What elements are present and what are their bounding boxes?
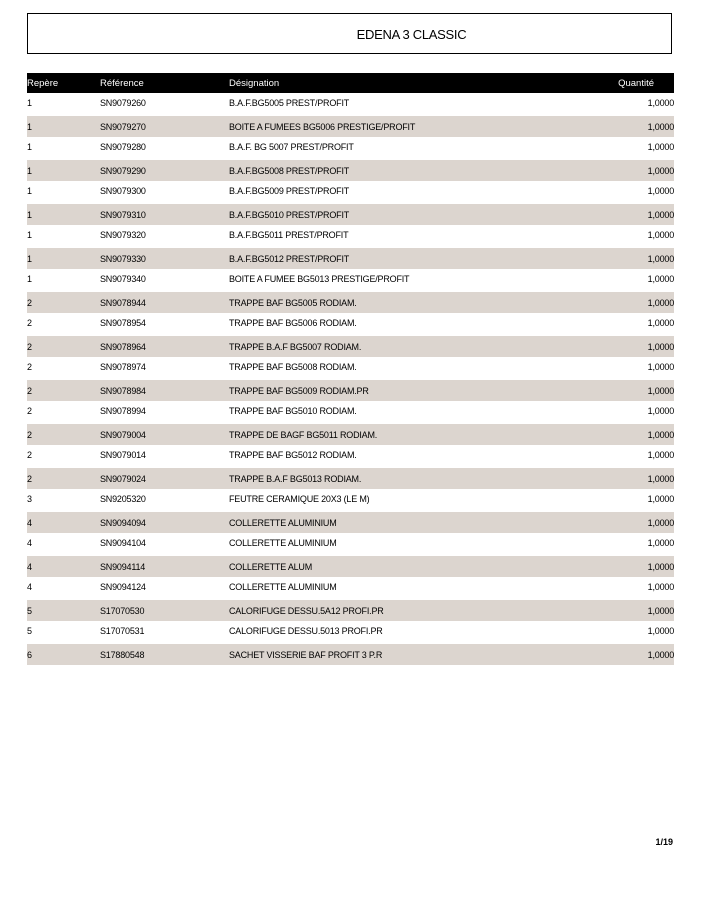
cell-reference: S17070531	[100, 626, 145, 636]
cell-repere: 4	[27, 582, 32, 592]
cell-quantite: 1,0000	[647, 386, 674, 396]
cell-designation: B.A.F.BG5012 PREST/PROFIT	[229, 254, 350, 264]
cell-repere: 2	[27, 298, 32, 308]
cell-reference: SN9079024	[100, 474, 146, 484]
cell-designation: COLLERETTE ALUMINIUM	[229, 582, 337, 592]
cell-repere: 1	[27, 210, 32, 220]
cell-repere: 2	[27, 362, 32, 372]
cell-repere: 2	[27, 430, 32, 440]
header-reference: Référence	[100, 78, 144, 89]
cell-designation: B.A.F. BG 5007 PREST/PROFIT	[229, 142, 354, 152]
cell-reference: SN9079260	[100, 98, 146, 108]
cell-reference: SN9079320	[100, 230, 146, 240]
cell-quantite: 1,0000	[647, 98, 674, 108]
cell-quantite: 1,0000	[647, 122, 674, 132]
cell-reference: S17880548	[100, 650, 145, 660]
cell-reference: SN9078954	[100, 318, 146, 328]
cell-designation: TRAPPE BAF BG5009 RODIAM.PR	[229, 386, 369, 396]
cell-quantite: 1,0000	[647, 362, 674, 372]
cell-quantite: 1,0000	[647, 318, 674, 328]
cell-quantite: 1,0000	[647, 142, 674, 152]
table-row	[27, 116, 674, 137]
cell-designation: TRAPPE BAF BG5010 RODIAM.	[229, 406, 357, 416]
cell-designation: COLLERETTE ALUMINIUM	[229, 518, 337, 528]
cell-designation: B.A.F.BG5009 PREST/PROFIT	[229, 186, 350, 196]
cell-quantite: 1,0000	[647, 474, 674, 484]
cell-quantite: 1,0000	[647, 342, 674, 352]
cell-quantite: 1,0000	[647, 210, 674, 220]
table-row	[27, 468, 674, 489]
table-row	[27, 269, 674, 292]
cell-designation: BOITE A FUMEES BG5006 PRESTIGE/PROFIT	[229, 122, 416, 132]
table-row	[27, 380, 674, 401]
table-row	[27, 556, 674, 577]
cell-repere: 4	[27, 562, 32, 572]
cell-reference: SN9079290	[100, 166, 146, 176]
cell-reference: S17070530	[100, 606, 145, 616]
table-row	[27, 313, 674, 336]
cell-quantite: 1,0000	[647, 518, 674, 528]
cell-reference: SN9079340	[100, 274, 146, 284]
cell-reference: SN9078994	[100, 406, 146, 416]
cell-designation: B.A.F.BG5011 PREST/PROFIT	[229, 230, 349, 240]
header-designation: Désignation	[229, 78, 280, 89]
parts-table	[27, 73, 674, 665]
cell-repere: 1	[27, 166, 32, 176]
cell-quantite: 1,0000	[647, 166, 674, 176]
cell-designation: CALORIFUGE DESSU.5013 PROFI.PR	[229, 626, 383, 636]
cell-quantite: 1,0000	[647, 298, 674, 308]
document-title: EDENA 3 CLASSIC	[356, 27, 467, 42]
header-quantite: Quantité	[618, 78, 654, 89]
cell-reference: SN9079014	[100, 450, 146, 460]
cell-designation: BOITE A FUMEE BG5013 PRESTIGE/PROFIT	[229, 274, 410, 284]
cell-reference: SN9094094	[100, 518, 146, 528]
document-title-box	[27, 13, 672, 54]
table-row	[27, 357, 674, 380]
cell-repere: 1	[27, 274, 32, 284]
cell-designation: B.A.F.BG5008 PREST/PROFIT	[229, 166, 350, 176]
cell-repere: 2	[27, 342, 32, 352]
cell-designation: TRAPPE DE BAGF BG5011 RODIAM.	[229, 430, 378, 440]
cell-reference: SN9094114	[100, 562, 146, 572]
table-header	[27, 73, 674, 93]
cell-quantite: 1,0000	[647, 562, 674, 572]
page-number: 1/19	[655, 837, 673, 847]
cell-designation: TRAPPE BAF BG5012 RODIAM.	[229, 450, 357, 460]
cell-designation: TRAPPE BAF BG5005 RODIAM.	[229, 298, 357, 308]
cell-quantite: 1,0000	[647, 230, 674, 240]
cell-reference: SN9079310	[100, 210, 146, 220]
table-row	[27, 292, 674, 313]
cell-repere: 1	[27, 254, 32, 264]
table-row	[27, 644, 674, 665]
cell-reference: SN9079300	[100, 186, 146, 196]
cell-reference: SN9079270	[100, 122, 146, 132]
cell-reference: SN9078964	[100, 342, 146, 352]
cell-repere: 1	[27, 142, 32, 152]
cell-quantite: 1,0000	[647, 582, 674, 592]
cell-designation: SACHET VISSERIE BAF PROFIT 3 P.R	[229, 650, 383, 660]
cell-repere: 2	[27, 474, 32, 484]
table-row	[27, 621, 674, 644]
cell-designation: FEUTRE CERAMIQUE 20X3 (LE M)	[229, 494, 370, 504]
table-row	[27, 600, 674, 621]
cell-quantite: 1,0000	[647, 650, 674, 660]
cell-designation: B.A.F.BG5010 PREST/PROFIT	[229, 210, 350, 220]
cell-reference: SN9079280	[100, 142, 146, 152]
table-body	[27, 93, 674, 665]
table-row	[27, 533, 674, 556]
cell-designation: COLLERETTE ALUM	[229, 562, 313, 572]
cell-designation: B.A.F.BG5005 PREST/PROFIT	[229, 98, 350, 108]
cell-reference: SN9078944	[100, 298, 146, 308]
cell-reference: SN9094104	[100, 538, 146, 548]
table-row	[27, 225, 674, 248]
cell-quantite: 1,0000	[647, 430, 674, 440]
cell-repere: 6	[27, 650, 32, 660]
cell-repere: 5	[27, 606, 32, 616]
cell-designation: CALORIFUGE DESSU.5A12 PROFI.PR	[229, 606, 384, 616]
cell-repere: 3	[27, 494, 32, 504]
cell-repere: 1	[27, 98, 32, 108]
cell-repere: 2	[27, 318, 32, 328]
cell-repere: 1	[27, 122, 32, 132]
table-row	[27, 248, 674, 269]
cell-repere: 2	[27, 406, 32, 416]
table-row	[27, 489, 674, 512]
cell-repere: 2	[27, 386, 32, 396]
table-row	[27, 336, 674, 357]
cell-repere: 5	[27, 626, 32, 636]
cell-reference: SN9078984	[100, 386, 146, 396]
cell-repere: 4	[27, 518, 32, 528]
cell-reference: SN9094124	[100, 582, 146, 592]
table-row	[27, 424, 674, 445]
cell-quantite: 1,0000	[647, 606, 674, 616]
table-row	[27, 93, 674, 116]
cell-repere: 2	[27, 450, 32, 460]
cell-repere: 1	[27, 230, 32, 240]
table-row	[27, 577, 674, 600]
cell-designation: TRAPPE BAF BG5006 RODIAM.	[229, 318, 357, 328]
cell-quantite: 1,0000	[647, 626, 674, 636]
cell-designation: TRAPPE B.A.F BG5007 RODIAM.	[229, 342, 362, 352]
table-row	[27, 204, 674, 225]
cell-quantite: 1,0000	[647, 186, 674, 196]
table-row	[27, 401, 674, 424]
cell-repere: 4	[27, 538, 32, 548]
table-row	[27, 181, 674, 204]
cell-quantite: 1,0000	[647, 254, 674, 264]
cell-quantite: 1,0000	[647, 450, 674, 460]
header-repere: Repère	[27, 78, 59, 89]
cell-reference: SN9079004	[100, 430, 146, 440]
table-row	[27, 160, 674, 181]
cell-designation: TRAPPE B.A.F BG5013 RODIAM.	[229, 474, 362, 484]
table-row	[27, 445, 674, 468]
cell-reference: SN9079330	[100, 254, 146, 264]
cell-designation: COLLERETTE ALUMINIUM	[229, 538, 337, 548]
cell-designation: TRAPPE BAF BG5008 RODIAM.	[229, 362, 357, 372]
cell-repere: 1	[27, 186, 32, 196]
cell-quantite: 1,0000	[647, 494, 674, 504]
cell-reference: SN9078974	[100, 362, 146, 372]
cell-quantite: 1,0000	[647, 274, 674, 284]
cell-quantite: 1,0000	[647, 538, 674, 548]
cell-quantite: 1,0000	[647, 406, 674, 416]
cell-reference: SN9205320	[100, 494, 146, 504]
table-row	[27, 512, 674, 533]
table-row	[27, 137, 674, 160]
